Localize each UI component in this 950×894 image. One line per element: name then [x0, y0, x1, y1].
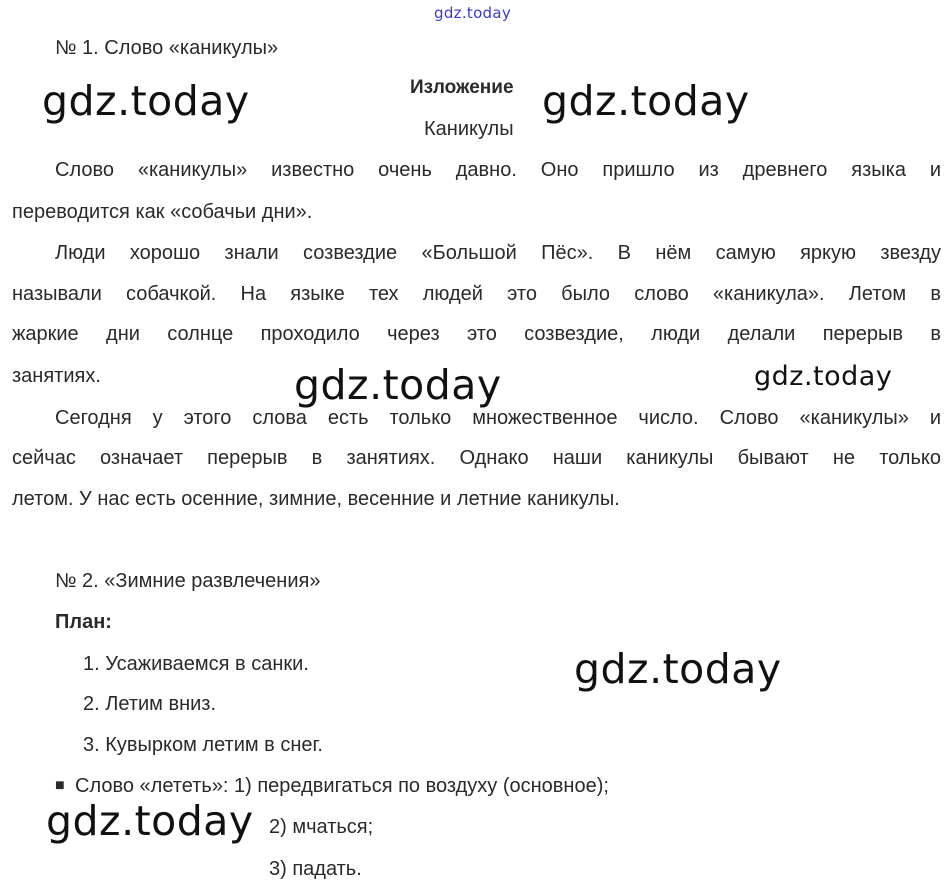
plan-item-1: 1. Усаживаемся в санки.: [83, 653, 309, 675]
paragraph-2-line-1: Люди хорошо знали созвездие «Большой Пёс». В нём самую яркую звезду: [55, 242, 941, 264]
paragraph-1-line-2: переводится как «собачьи дни».: [12, 201, 313, 223]
paragraph-3-line-3: летом. У нас есть осенние, зимние, весенние и летние каникулы.: [12, 488, 620, 510]
paragraph-2-line-4: занятиях.: [12, 365, 101, 387]
word-meanings-line: Слово «лететь»: 1) передвигаться по воздуху (основное);: [75, 775, 609, 797]
text-title: Каникулы: [424, 118, 514, 140]
plan-item-2: 2. Летим вниз.: [83, 693, 217, 715]
plan-item-3: 3. Кувырком летим в снег.: [83, 734, 323, 756]
watermark: gdz.today: [754, 361, 893, 392]
text-genre-label: Изложение: [410, 77, 514, 98]
paragraph-1-line-1: Слово «каникулы» известно очень давно. Оно пришло из древнего языка и: [55, 159, 941, 181]
meaning-2: 2) мчаться;: [269, 816, 374, 838]
task-1-heading: № 1. Слово «каникулы»: [55, 37, 279, 59]
plan-label: План:: [55, 611, 112, 633]
meaning-3: 3) падать.: [269, 858, 362, 880]
paragraph-3-line-2: сейчас означает перерыв в занятиях. Однако наши каникулы бывают не только: [12, 447, 941, 469]
watermark: gdz.today: [574, 645, 782, 693]
paragraph-2-line-2: называли собачкой. На языке тех людей это было слово «каникула». Летом в: [12, 283, 941, 305]
watermark: gdz.today: [542, 77, 750, 125]
watermark-top: gdz.today: [434, 4, 512, 22]
paragraph-3-line-1: Сегодня у этого слова есть только множественное число. Слово «каникулы» и: [55, 407, 941, 429]
task-2-heading: № 2. «Зимние развлечения»: [55, 570, 321, 592]
paragraph-2-line-3: жаркие дни солнце проходило через это созвездие, люди делали перерыв в: [12, 323, 941, 345]
watermark: gdz.today: [294, 361, 502, 409]
watermark: gdz.today: [42, 77, 250, 125]
watermark: gdz.today: [46, 797, 254, 845]
square-bullet-icon: ■: [55, 777, 65, 794]
